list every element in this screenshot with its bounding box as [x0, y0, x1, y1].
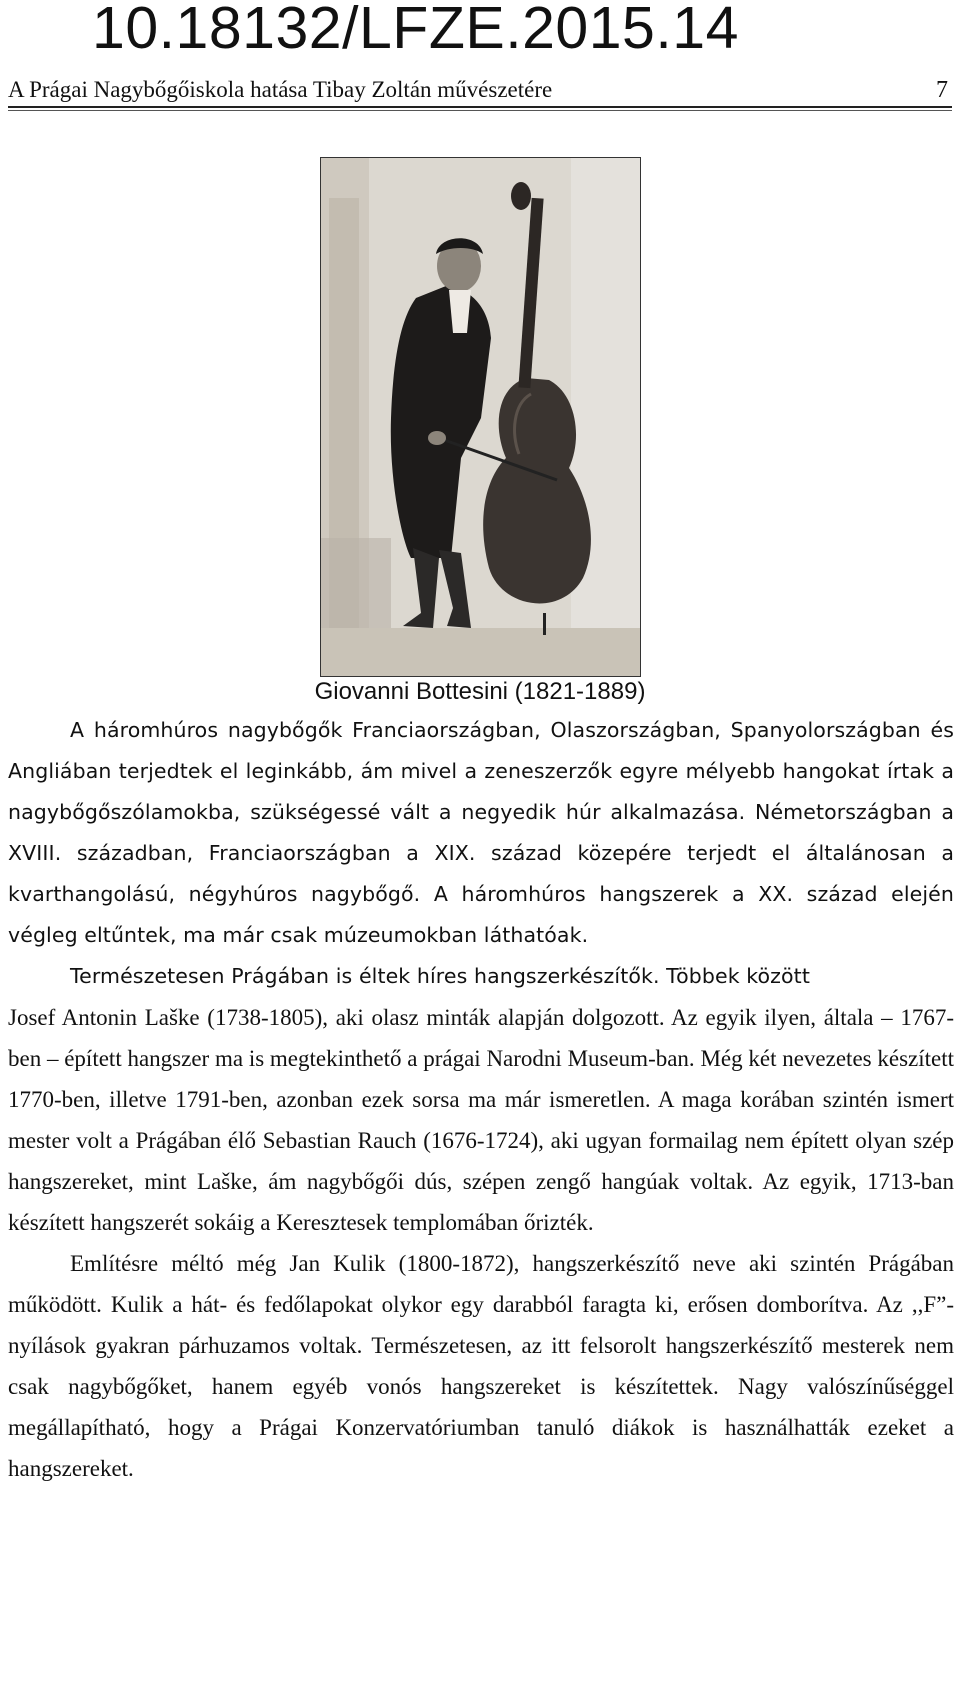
portrait-photo: [320, 157, 641, 677]
paragraph-1: A háromhúros nagybőgők Franciaországban, Olaszországban, Spanyolországban és Angliában terjedtek el leginkább, ám mivel a zeneszerzők egyre mélyebb hangokat írtak a nagybőgőszólamokba, szükségessé vált a negyedik húr alkalmazása. Németországban a XVIII. században, Franciaországban a XIX. század közepére terjedt el általánosan a kvarthangolású, négyhúros nagybőgő. A háromhúros hangszerek a XX. század elején végleg eltűntek, ma már csak múzeumokban láthatóak.: [8, 718, 954, 947]
figure-caption: Giovanni Bottesini (1821-1889): [314, 678, 646, 705]
running-header: [8, 70, 952, 108]
header-rule: [8, 110, 952, 111]
body-text: [8, 710, 954, 1489]
paragraph-2: Természetesen Prágában is éltek híres hangszerkészítők. Többek között: [70, 964, 810, 988]
page-number: 7: [936, 77, 948, 103]
portrait-photo-illustration: [321, 158, 640, 676]
paragraph-4: Említésre méltó még Jan Kulik (1800-1872), hangszerkészítő neve aki szintén Prágában működött. Kulik a hát- és fedőlapokat olykor egy darabból faragta ki, erősen domborítva. Az ,,F”-nyílások gyakran párhuzamos voltak. Természetesen, az itt felsorolt hangszerkészítő mesterek nem csak nagybőgőket, hanem egyéb vonós hangszereket is készítettek. Nagy valószínűséggel megállapítható, hogy a Prágai Konzervatóriumban tanuló diákok is használhatták ezeket a hangszereket.: [8, 1251, 954, 1481]
paragraph-3: Josef Antonin Laške (1738-1805), aki olasz minták alapján dolgozott. Az egyik ilyen, általa – 1767-ben – épített hangszer ma is megtekinthető a prágai Narodni Museum-ban. Még két nevezetes készített 1770-ben, illetve 1791-ben, azonban ezek sorsa ma már ismeretlen. A maga korában szintén ismert mester volt a Prágában élő Sebastian Rauch (1676-1724), aki ugyan formailag nem épített olyan szép hangszereket, mint Laške, ám nagybőgői dús, szépen zengő hangúak voltak. Az egyik, 1713-ban készített hangszerét sokáig a Keresztesek templomában őrizték.: [8, 1005, 954, 1235]
running-title: A Prágai Nagybőgőiskola hatása Tibay Zoltán művészetére: [8, 77, 553, 102]
doi-identifier: 10.18132/LFZE.2015.14: [92, 0, 739, 61]
